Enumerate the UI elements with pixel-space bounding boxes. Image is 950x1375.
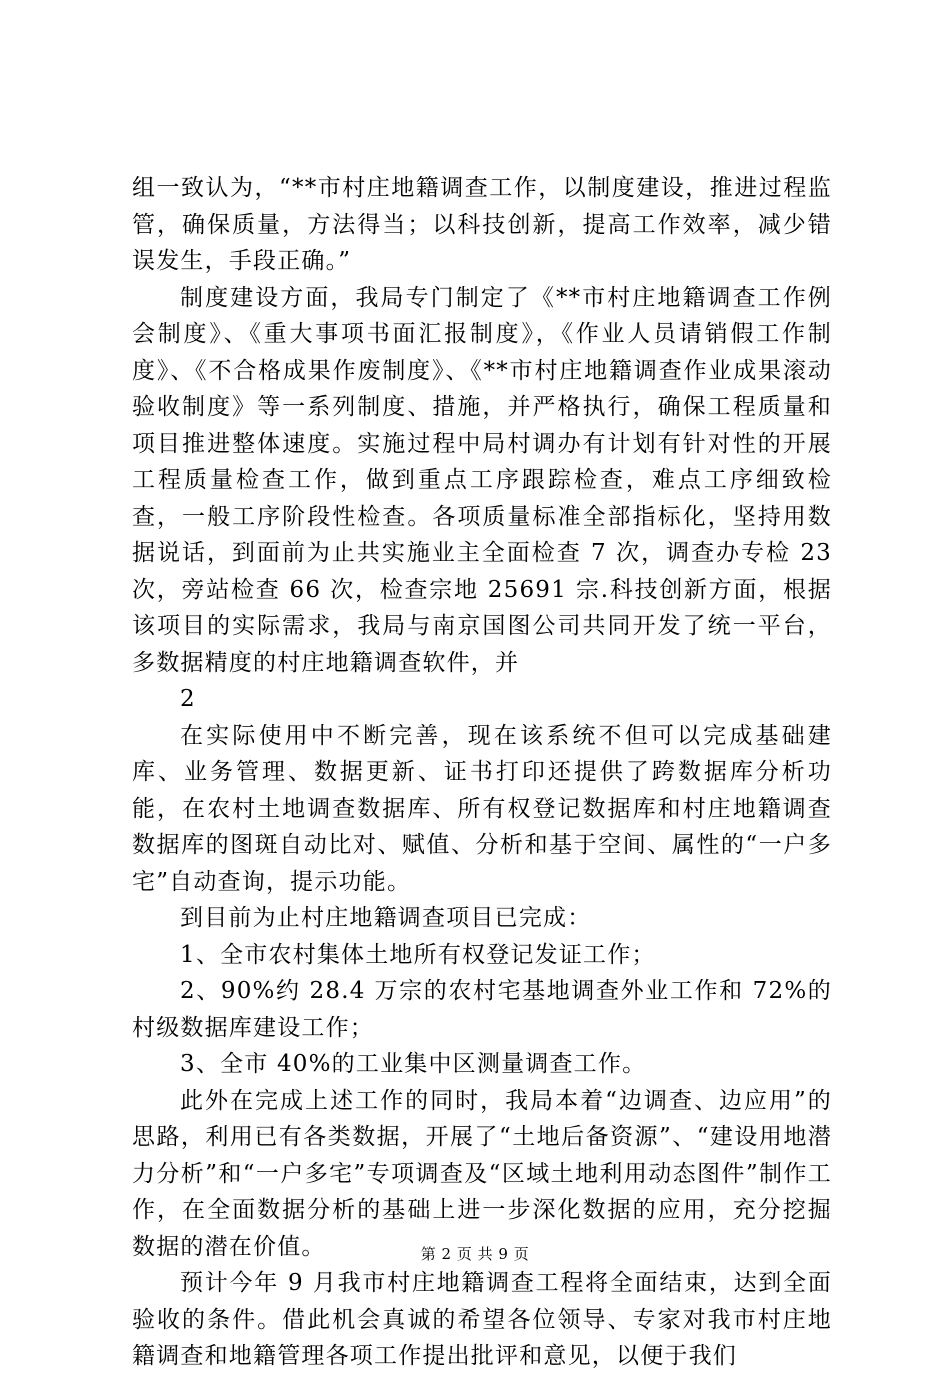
page-footer: 第 2 页 共 9 页 bbox=[420, 1245, 530, 1263]
paragraph-1: 组一致认为，“**市村庄地籍调查工作，以制度建设，推进过程监管，确保质量，方法得当；以科技创新，提高工作效率，减少错误发生，手段正确。” bbox=[132, 175, 832, 274]
paragraph-4: 到目前为止村庄地籍调查项目已完成： bbox=[180, 905, 592, 931]
inline-page-number: 2 bbox=[180, 686, 195, 712]
paragraph-6: 预计今年 9 月我市村庄地籍调查工程将全面结束，达到全面验收的条件。借此机会真诚的希望各位领导、专家对我市村庄地籍调查和地籍管理各项工作提出批评和意见，以便于我们 bbox=[132, 1270, 832, 1369]
paragraph-3: 在实际使用中不断完善，现在该系统不但可以完成基础建库、业务管理、数据更新、证书打印还提供了跨数据库分析功能，在农村土地调查数据库、所有权登记数据库和村庄地籍调查数据库的图斑自动比对、赋值、分析和基于空间、属性的“一户多宅”自动查询，提示功能。 bbox=[132, 722, 832, 895]
document-body bbox=[132, 170, 832, 1375]
paragraph-2: 制度建设方面，我局专门制定了《**市村庄地籍调查工作例会制度》、《重大事项书面汇报制度》，《作业人员请销假工作制度》、《不合格成果作废制度》、《**市村庄地籍调查作业成果滚动验收制度》等一系列制度、措施，并严格执行，确保工程质量和项目推进整体速度。实施过程中局村调办有计划有针对性的开展工程质量检查工作，做到重点工序跟踪检查，难点工序细致检查，一般工序阶段性检查。各项质量标准全部指标化，坚持用数据说话，到面前为止共实施业主全面检查 7 次，调查办专检 23 次，旁站检查 66 次，检查宗地 25691 宗.科技创新方面，根据该项目的实际需求，我局与南京国图公司共同开发了统一平台，多数据精度的村庄地籍调查软件，并 bbox=[132, 284, 832, 676]
list-item-3: 3、全市 40%的工业集中区测量调查工作。 bbox=[180, 1051, 647, 1077]
paragraph-5: 此外在完成上述工作的同时，我局本着“边调查、边应用”的思路，利用已有各类数据，开展了“土地后备资源”、“建设用地潜力分析”和“一户多宅”专项调查及“区域土地利用动态图件”制作工作，在全面数据分析的基础上进一步深化数据的应用，充分挖掘数据的潜在价值。 bbox=[132, 1087, 832, 1260]
list-item-2: 2、90%约 28.4 万宗的农村宅基地调查外业工作和 72%的村级数据库建设工作； bbox=[132, 978, 832, 1041]
list-item-1: 1、全市农村集体土地所有权登记发证工作； bbox=[180, 941, 656, 968]
